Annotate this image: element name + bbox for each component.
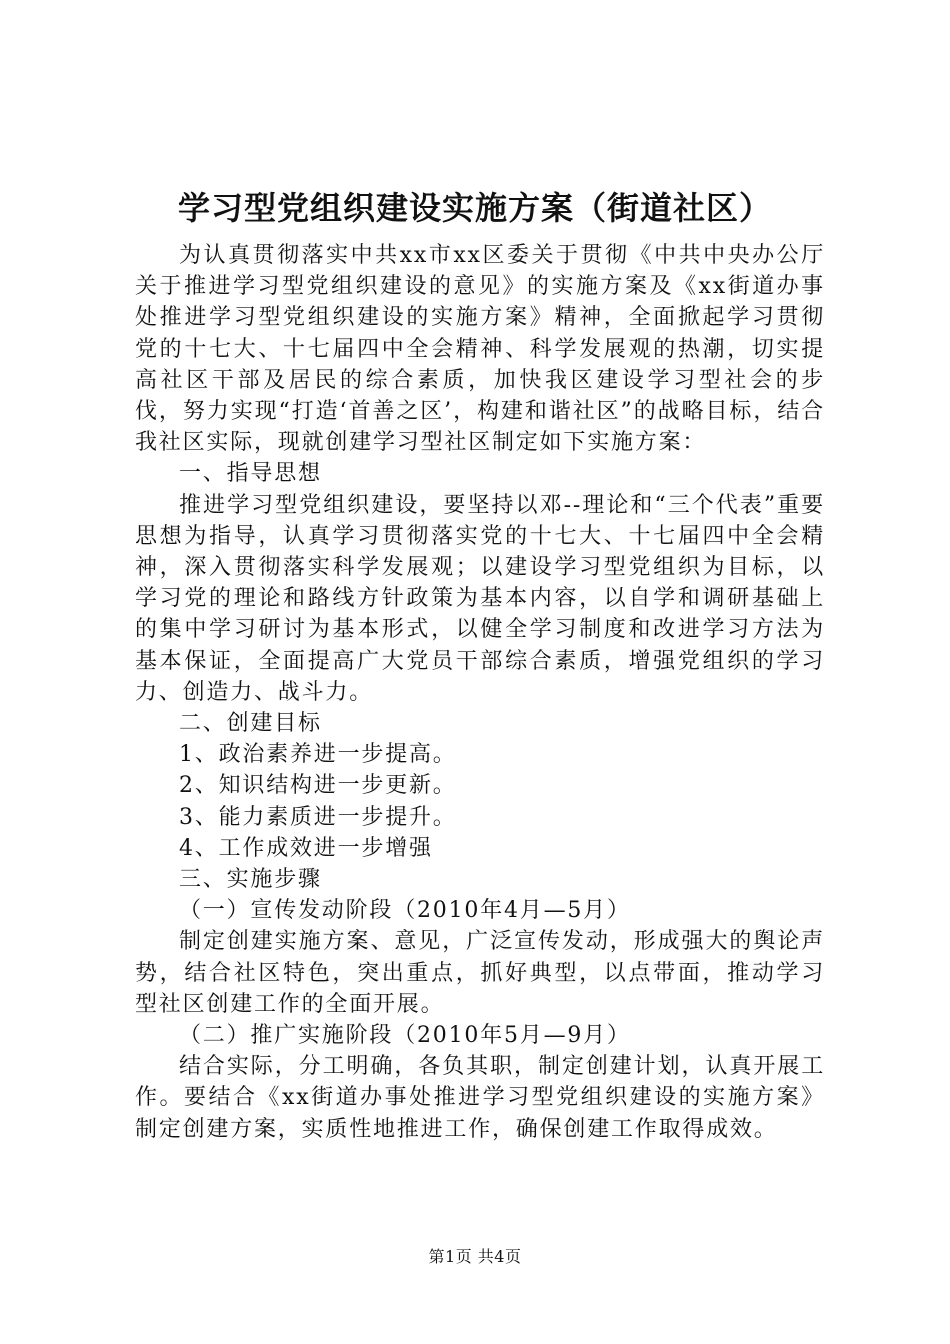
goal-item-2: 2、知识结构进一步更新。 — [179, 773, 457, 799]
paragraph-step-1: 制定创建实施方案、意见，广泛宣传发动，形成强大的舆论声势，结合社区特色，突出重点，抓好典型，以点带面，推动学习型社区创建工作的全面开展。 — [135, 929, 825, 1017]
page-footer: 第1页 共4页 — [428, 1247, 522, 1266]
heading-step-2: （二）推广实施阶段（2010年5月—9月） — [179, 1023, 631, 1049]
heading-guiding-ideology: 一、指导思想 — [179, 461, 322, 487]
paragraph-step-2: 结合实际，分工明确，各负其职，制定创建计划，认真开展工作。要结合《xx街道办事处推进学习型党组织建设的实施方案》制定创建方案，实质性地推进工作，确保创建工作取得成效。 — [135, 1054, 825, 1142]
paragraph-intro: 为认真贯彻落实中共xx市xx区委关于贯彻《中共中央办公厅关于推进学习型党组织建设的意见》的实施方案及《xx街道办事处推进学习型党组织建设的实施方案》精神，全面掀起学习贯彻党的十七大、十七届四中全会精神、科学发展观的热潮，切实提高社区干部及居民的综合素质，加快我区建设学习型社会的步伐，努力实现“打造‘首善之区’，构建和谐社区”的战略目标，结合我社区实际，现就创建学习型社区制定如下实施方案： — [135, 243, 825, 456]
goal-item-4: 4、工作成效进一步增强 — [179, 835, 433, 861]
heading-steps: 三、实施步骤 — [179, 867, 322, 893]
heading-step-1: （一）宣传发动阶段（2010年4月—5月） — [179, 898, 631, 924]
document-body — [135, 240, 825, 1145]
heading-goals: 二、创建目标 — [179, 711, 322, 737]
paragraph-guiding-ideology: 推进学习型党组织建设，要坚持以邓--理论和“三个代表”重要思想为指导，认真学习贯彻落实党的十七大、十七届四中全会精神，深入贯彻落实科学发展观；以建设学习型党组织为目标，以学习党的理论和路线方针政策为基本内容，以自学和调研基础上的集中学习研讨为基本形式，以健全学习制度和改进学习方法为基本保证，全面提高广大党员干部综合素质，增强党组织的学习力、创造力、战斗力。 — [135, 492, 825, 705]
goal-item-1: 1、政治素养进一步提高。 — [179, 742, 457, 768]
goal-item-3: 3、能力素质进一步提升。 — [179, 804, 457, 830]
document-title: 学习型党组织建设实施方案（街道社区） — [177, 189, 772, 227]
